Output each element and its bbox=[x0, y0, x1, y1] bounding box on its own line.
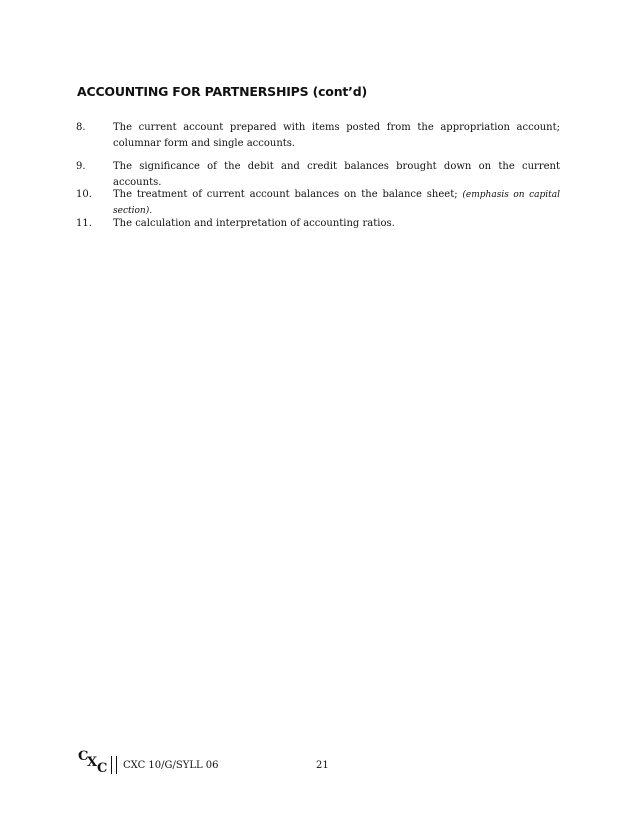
list-item-number: 8. bbox=[76, 122, 86, 133]
list-item-11 bbox=[76, 216, 560, 232]
list-item-text: The calculation and interpretation of accounting ratios. bbox=[113, 218, 395, 229]
list-item-number: 9. bbox=[76, 161, 86, 172]
svg-text:C: C bbox=[78, 749, 89, 764]
list-item-text-wrapper bbox=[113, 187, 560, 219]
footer-divider bbox=[111, 756, 117, 774]
syllabus-code: CXC 10/G/SYLL 06 bbox=[123, 760, 219, 771]
list-item-10 bbox=[76, 187, 560, 219]
section-heading: ACCOUNTING FOR PARTNERSHIPS (cont’d) bbox=[77, 84, 367, 99]
cxc-logo bbox=[77, 747, 111, 775]
list-item-emphasis: (emphasis on capital section). bbox=[113, 190, 560, 216]
list-item-text: The treatment of current account balances on the balance sheet; bbox=[113, 189, 458, 200]
list-item-text: The significance of the debit and credit balances brought down on the current accounts. bbox=[113, 161, 560, 188]
list-item-number: 11. bbox=[76, 218, 92, 229]
svg-text:C: C bbox=[97, 761, 108, 775]
list-item-8 bbox=[76, 120, 560, 152]
svg-text:X: X bbox=[87, 755, 98, 770]
list-item-text: The current account prepared with items posted from the appropriation account; columnar form and single accounts. bbox=[113, 122, 560, 149]
list-item-number: 10. bbox=[76, 189, 92, 200]
page-number: 21 bbox=[316, 760, 329, 771]
